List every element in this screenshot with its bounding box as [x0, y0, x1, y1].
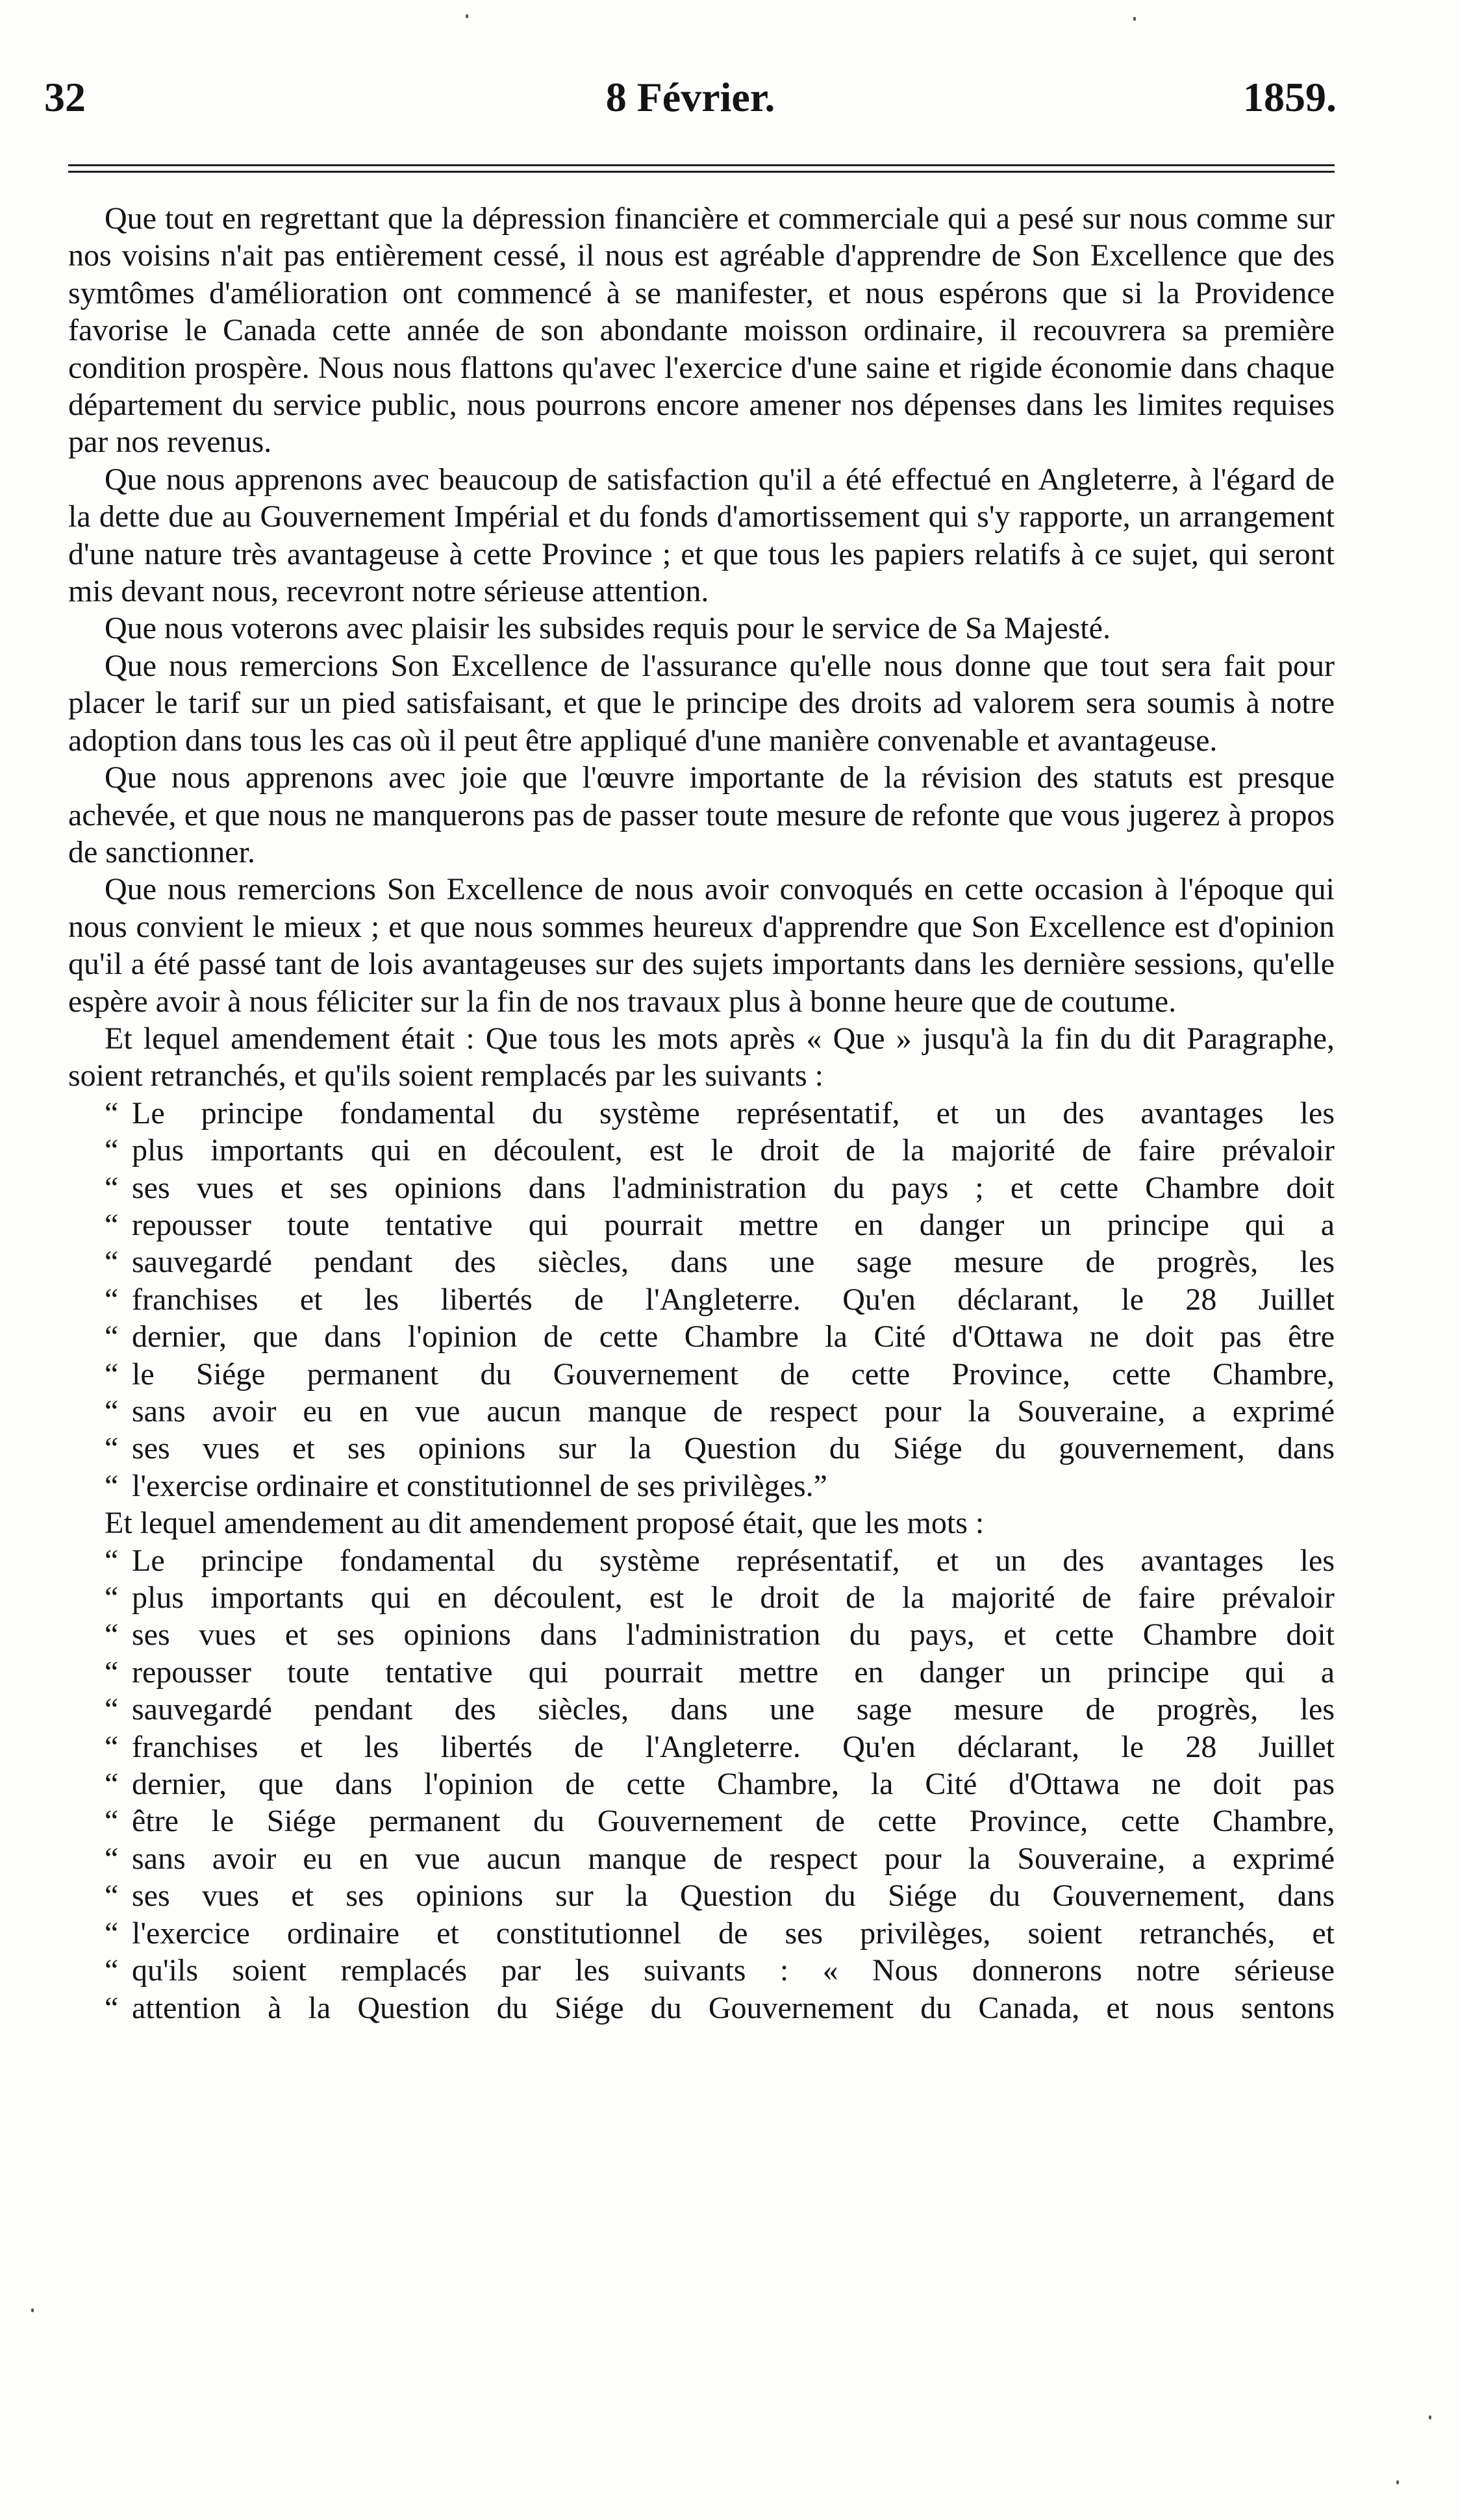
quote-line: “ ses vues et ses opinions sur la Question du Siége du gouvernement, dans	[105, 1431, 1335, 1466]
paragraph-debt-arrangement: Que nous apprenons avec beaucoup de satisfaction qu'il a été effectué en Angleterre, à l'égard de la dette due au Gouvernement Impérial et du fonds d'amortissement qui s'y rapporte, un arrangement d'une nature très avantageuse à cette Province ; et que tous les papiers relatifs à ce sujet, qui seront mis devant nous, recevront notre sérieuse attention.	[68, 462, 1335, 609]
journal-text	[68, 200, 1335, 2027]
quote-line: “ qu'ils soient remplacés par les suivants : « Nous donnerons notre sérieuse	[105, 1953, 1335, 1988]
paragraph-tariff: Que nous remercions Son Excellence de l'assurance qu'elle nous donne que tout sera fait pour placer le tarif sur un pied satisfaisant, et que le principe des droits ad valorem sera soumis à notre adoption dans tous les cas où il peut être appliqué d'une manière convenable et avantageuse.	[68, 648, 1335, 758]
page-year: 1859.	[1243, 74, 1337, 120]
quote-line: “ sans avoir eu en vue aucun manque de respect pour la Souveraine, a exprimé	[105, 1394, 1335, 1428]
quote-line: “ sans avoir eu en vue aucun manque de respect pour la Souveraine, a exprimé	[105, 1841, 1335, 1876]
page-number: 32	[44, 74, 86, 120]
scan-speck	[466, 14, 468, 18]
quote-line: “ dernier, que dans l'opinion de cette Chambre la Cité d'Ottawa ne doit pas être	[105, 1319, 1335, 1354]
scan-speck	[1429, 2415, 1431, 2419]
quote-line: “ repousser toute tentative qui pourrait mettre en danger un principe qui a	[105, 1654, 1335, 1690]
quote-line: “ attention à la Question du Siége du Gouvernement du Canada, et nous sentons	[105, 1990, 1335, 2025]
paragraph-subsidies: Que nous voterons avec plaisir les subsides requis pour le service de Sa Majesté.	[105, 611, 1111, 646]
paragraph-sub-amendment: Et lequel amendement au dit amendement proposé était, que les mots :	[105, 1506, 985, 1541]
quote-line: “ Le principe fondamental du système représentatif, et un des avantages les	[105, 1095, 1335, 1130]
quote-line: “ le Siége permanent du Gouvernement de cette Province, cette Chambre,	[105, 1356, 1335, 1391]
quote-line: “ être le Siége permanent du Gouvernement de cette Province, cette Chambre,	[105, 1804, 1335, 1839]
amendment-quote	[68, 1095, 1335, 1504]
running-header	[44, 68, 1337, 127]
scan-speck	[31, 2308, 34, 2312]
quote-line: “ franchises et les libertés de l'Angleterre. Qu'en déclarant, le 28 Juillet	[105, 1282, 1335, 1317]
quote-line: “ repousser toute tentative qui pourrait mettre en danger un principe qui a	[105, 1207, 1335, 1242]
sub-amendment-quote	[68, 1542, 1335, 2027]
quote-line: “ plus importants qui en découlent, est le droit de la majorité de faire prévaloir	[105, 1133, 1335, 1168]
header-rule-top	[68, 164, 1335, 166]
quote-line: “ ses vues et ses opinions dans l'administration du pays ; et cette Chambre doit	[105, 1170, 1335, 1205]
quote-line: “ l'exercice ordinaire et constitutionnel de ses privilèges, soient retranchés, et	[105, 1915, 1335, 1951]
paragraph-statutes: Que nous apprenons avec joie que l'œuvre importante de la révision des statuts est presque achevée, et que nous ne manquerons pas de passer toute mesure de refonte que vous jugerez à propos de sanctionner.	[68, 760, 1335, 869]
scan-speck	[1133, 17, 1136, 21]
quote-line: “ franchises et les libertés de l'Angleterre. Qu'en déclarant, le 28 Juillet	[105, 1729, 1335, 1764]
quote-line: “ ses vues et ses opinions dans l'administration du pays, et cette Chambre doit	[105, 1617, 1335, 1653]
quote-line: “ ses vues et ses opinions sur la Question du Siége du Gouvernement, dans	[105, 1878, 1335, 1914]
quote-line: “ dernier, que dans l'opinion de cette Chambre, la Cité d'Ottawa ne doit pas	[105, 1767, 1335, 1802]
quote-line: “ plus importants qui en découlent, est le droit de la majorité de faire prévaloir	[105, 1580, 1335, 1616]
quote-line: “ Le principe fondamental du système représentatif, et un des avantages les	[105, 1543, 1335, 1578]
quote-line: “ l'exercise ordinaire et constitutionnel de ses privilèges.”	[105, 1468, 827, 1503]
header-rule-bottom	[68, 171, 1335, 173]
page-date: 8 Février.	[605, 74, 775, 120]
paragraph-depression: Que tout en regrettant que la dépression financière et commerciale qui a pesé sur nous comme sur nos voisins n'ait pas entièrement cessé, il nous est agréable d'apprendre de Son Excellence que des symtômes d'amélioration ont commencé à se manifester, et nous espérons que si la Providence favorise le Canada cette année de son abondante moisson ordinaire, il recouvrera sa première condition prospère. Nous nous flattons qu'avec l'exercice d'une saine et rigide économie dans chaque département du service public, nous pourrons encore amener nos dépenses dans les limites requises par nos revenus.	[68, 201, 1335, 460]
quote-line: “ sauvegardé pendant des siècles, dans une sage mesure de progrès, les	[105, 1692, 1335, 1727]
paragraph-amendment: Et lequel amendement était : Que tous les mots après « Que » jusqu'à la fin du dit Paragraphe, soient retranchés, et qu'ils soient remplacés par les suivants :	[68, 1021, 1335, 1093]
paragraph-session: Que nous remercions Son Excellence de nous avoir convoqués en cette occasion à l'époque qui nous convient le mieux ; et que nous sommes heureux d'apprendre que Son Excellence est d'opinion qu'il a été passé tant de lois avantageuses sur des sujets importants dans les dernière sessions, qu'elle espère avoir à nous féliciter sur la fin de nos travaux plus à bonne heure que de coutume.	[68, 872, 1335, 1019]
quote-line: “ sauvegardé pendant des siècles, dans une sage mesure de progrès, les	[105, 1245, 1335, 1280]
scan-speck	[1396, 2480, 1399, 2484]
